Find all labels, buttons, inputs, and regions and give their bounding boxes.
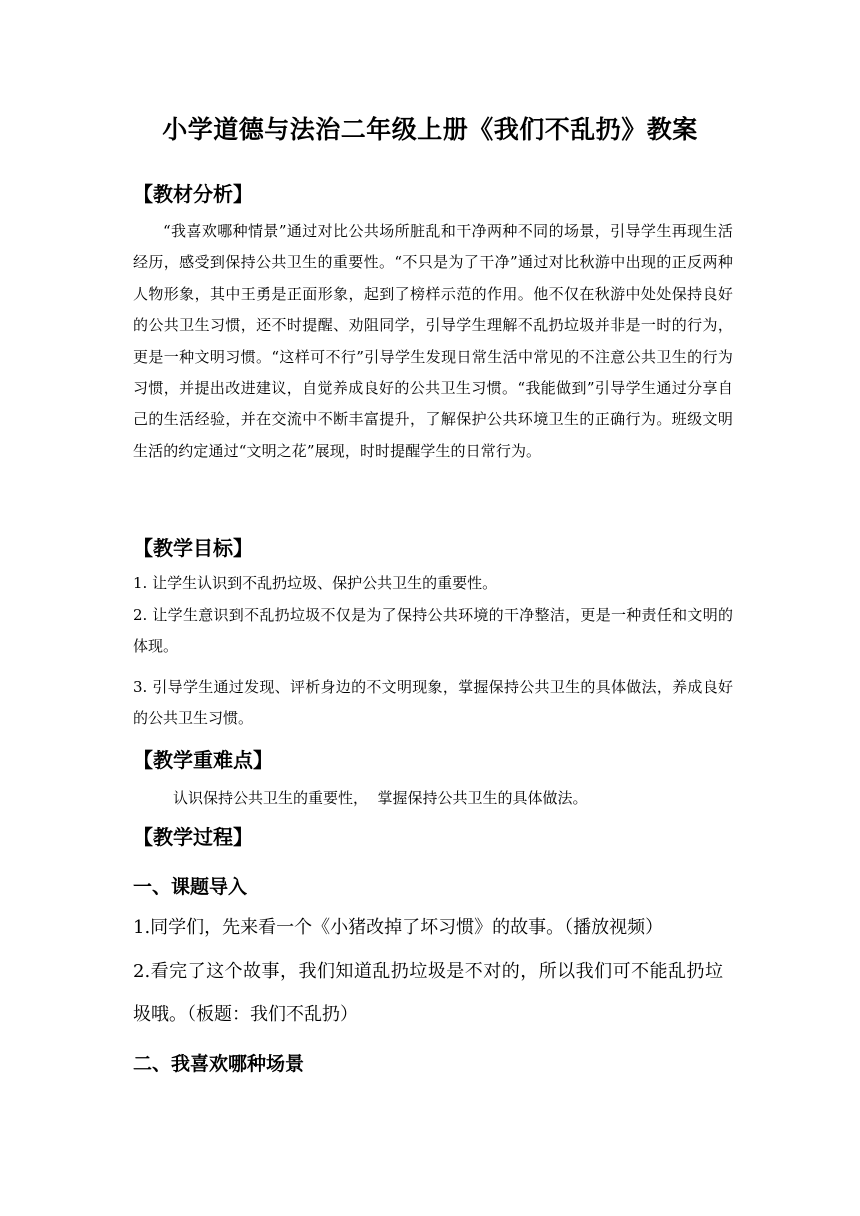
section-heading-process: 【教学过程】 — [133, 825, 253, 849]
keypoints-text: 认识保持公共卫生的重要性， 掌握保持公共卫生的具体做法。 — [173, 789, 588, 807]
subheading-scene: 二、我喜欢哪种场景 — [133, 1053, 305, 1075]
section-heading-keypoints: 【教学重难点】 — [133, 748, 273, 772]
intro-item-1: 1.同学们，先来看一个《小猪改掉了坏习惯》的故事。（播放视频） — [133, 917, 664, 938]
analysis-paragraph: “我喜欢哪种情景”通过对比公共场所脏乱和干净两种不同的场景，引导学生再现生活经历，感受到保持公共卫生的重要性。“不只是为了干净”通过对比秋游中出现的正反两种人物形象，其中王勇是正面形象，起到了榜样示范的作用。他不仅在秋游中处处保持良好的公共卫生习惯，还不时提醒、劝阻同学，引导学生理解不乱扔垃圾并非是一时的行为，更是一种文明习惯。“这样可不行”引导学生发现日常生活中常见的不注意公共卫生的行为习惯，并提出改进建议，自觉养成良好的公共卫生习惯。“我能做到”引导学生通过分享自己的生活经验，并在交流中不断丰富提升，了解保护公共环境卫生的正确行为。班级文明生活的约定通过“文明之花”展现，时时提醒学生的日常行为。 — [133, 222, 733, 460]
subheading-intro: 一、课题导入 — [133, 876, 248, 898]
goal-item-1: 1. 让学生认识到不乱扔垃圾、保护公共卫生的重要性。 — [133, 574, 498, 592]
intro-item-2: 2.看完了这个故事，我们知道乱扔垃圾是不对的，所以我们可不能乱扔垃圾哦。（板题：我们不乱扔） — [133, 961, 723, 1025]
section-heading-goals: 【教学目标】 — [133, 536, 253, 560]
goal-item-2: 2. 让学生意识到不乱扔垃圾不仅是为了保持公共环境的干净整洁，更是一种责任和文明的体现。 — [133, 606, 733, 656]
section-heading-analysis: 【教材分析】 — [133, 182, 253, 206]
document-title: 小学道德与法治二年级上册《我们不乱扔》教案 — [162, 115, 698, 144]
goal-item-3: 3. 引导学生通过发现、评析身边的不文明现象，掌握保持公共卫生的具体做法，养成良好的公共卫生习惯。 — [133, 678, 733, 728]
